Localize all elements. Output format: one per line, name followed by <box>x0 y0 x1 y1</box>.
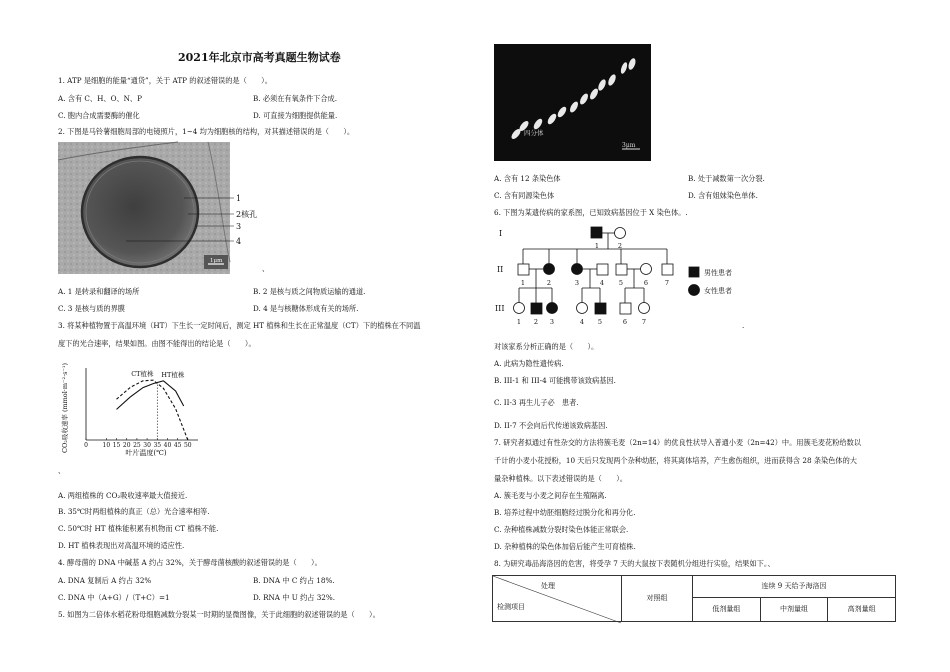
pedigree-III-2 <box>531 303 542 314</box>
q1-option-c: C. 胞内合成需要酶的催化 <box>58 111 140 120</box>
table-treat-label: 处理 <box>541 582 555 590</box>
q2-stem: 2. 下图是马铃薯细胞局部的电镜照片，1~4 均为细胞核的结构，对其描述错误的是（ ）。 <box>58 127 355 136</box>
q3-option-a: A. 两组植株的 CO₂吸收速率最大值接近. <box>58 491 188 500</box>
nucleus-micrograph <box>58 142 278 274</box>
III-num-2: 2 <box>533 318 539 326</box>
pedigree-I-1 <box>591 227 602 238</box>
q2-mark: 、 <box>262 264 270 273</box>
chart-x-tick-label: 50 <box>183 442 192 449</box>
q3-option-c: C. 50℃时 HT 植株能积累有机物而 CT 植株不能. <box>58 524 219 533</box>
pedigree-I-2 <box>615 228 626 239</box>
q4-option-c: C. DNA 中（A+G）/（T+C）=1 <box>58 593 170 602</box>
q7-option-a: A. 簇毛麦与小麦之间存在生殖隔离. <box>494 491 607 500</box>
pedigree-III-6 <box>620 303 631 314</box>
q3-option-b: B. 35℃时两组植株的真正（总）光合速率相等. <box>58 507 210 516</box>
q4-option-a: A. DNA 复制后 A 约占 32% <box>58 576 152 585</box>
III-num-1: 1 <box>516 318 522 326</box>
chart-x-tick-label: 30 <box>143 442 151 449</box>
q7-stem-1: 7. 研究者拟通过有性杂交的方法将簇毛麦（2n=14）的优良性状导入普通小麦（2n=42）中。用簇毛麦花粉给数以 <box>494 438 861 447</box>
q6-option-a: A. 此病为隐性遗传病. <box>494 359 564 368</box>
page-title: 2021年北京市高考真题生物试卷 <box>178 51 341 64</box>
q6-option-c: C. II-3 再生儿子必 患者. <box>494 398 579 407</box>
chart-x-tick-label: 20 <box>122 442 131 449</box>
q1-stem: 1. ATP 是细胞的能量“通货”，关于 ATP 的叙述错误的是（ ）。 <box>58 76 272 85</box>
q3-stem-1: 3. 将某种植物置于高温环境（HT）下生长一定时间后，测定 HT 植株和生长在正常温度（CT）下的植株在不同温 <box>58 321 421 330</box>
label-3: 3 <box>236 222 242 231</box>
chart-series-label: HT植株 <box>161 370 185 379</box>
I-num-2: 2 <box>617 242 623 250</box>
I-num-1: 1 <box>594 242 600 250</box>
chart-xlabel: 叶片温度(℃) <box>125 449 167 457</box>
q8-stem: 8. 为研究毒品海洛因的危害，将受孕 7 天的大鼠按下表随机分组进行实验，结果如下。、 <box>494 559 775 568</box>
pedigree-II-2 <box>544 264 555 275</box>
table-control: 对照组 <box>622 576 693 622</box>
table-low: 低剂量组 <box>693 598 761 622</box>
q6-dot: . <box>742 321 745 330</box>
q6-option-d: D. II-7 不会向后代传递该致病基因. <box>494 421 608 430</box>
chart-series-label: CT植株 <box>131 370 154 379</box>
table-header-cell <box>493 576 622 622</box>
q5-option-b: B. 处于减数第一次分裂. <box>688 174 765 183</box>
heroin-experiment-table <box>492 575 896 622</box>
II-num-4: 4 <box>599 279 605 287</box>
label-2-pore: 2核孔 <box>236 210 258 219</box>
table-high: 高剂量组 <box>828 598 896 622</box>
q7-option-d: D. 杂种植株的染色体加倍后能产生可育植株. <box>494 542 636 551</box>
tetrad-label: 四分体 <box>524 129 544 137</box>
table-mid: 中剂量组 <box>760 598 828 622</box>
q7-stem-3: 量杂种植株。以下表述错误的是（ ）。 <box>494 474 627 483</box>
q4-stem: 4. 酵母菌的 DNA 中碱基 A 约占 32%，关于酵母菌核酸的叙述错误的是（ ）。 <box>58 558 322 567</box>
q6-stem: 6. 下图为某遗传病的家系图，已知致病基因位于 X 染色体。. <box>494 208 688 217</box>
q5-stem: 5. 如图为二倍体水稻花粉母细胞减数分裂某一时期的显微图像，关于此细胞的叙述错误的是（ ）。 <box>58 610 380 619</box>
pedigree-II-1 <box>518 264 529 275</box>
q2-option-b: B. 2 是核与质之间物质运输的通道. <box>253 287 366 296</box>
q5-option-c: C. 含有同源染色体 <box>494 191 555 200</box>
pedigree-II-4 <box>597 264 608 275</box>
chart-ylabel: CO₂吸收速率 (mmol·m⁻²·s⁻¹) <box>61 362 69 454</box>
chart-x-tick-label: 25 <box>133 442 141 449</box>
meiosis-micrograph <box>494 44 651 161</box>
III-num-5: 5 <box>597 318 603 326</box>
legend-female: 女性患者 <box>704 287 732 295</box>
III-num-3: 3 <box>549 318 555 326</box>
q2-option-c: C. 3 是核与质的界膜 <box>58 304 125 313</box>
pedigree-III-3 <box>547 303 558 314</box>
pedigree-II-5 <box>616 264 627 275</box>
label-1: 1 <box>236 194 242 203</box>
q2-option-a: A. 1 是转录和翻译的场所 <box>58 287 140 296</box>
q3-mark: 、 <box>58 466 66 475</box>
III-num-6: 6 <box>622 318 628 326</box>
pedigree-III-1 <box>514 303 525 314</box>
co2-rate-chart <box>58 362 208 462</box>
pedigree-II-6 <box>641 264 652 275</box>
table-item-label: 检测项目 <box>497 603 525 611</box>
chart-series-ct <box>117 380 188 440</box>
pedigree-III-7 <box>639 303 650 314</box>
II-num-5: 5 <box>618 279 624 287</box>
gen-label-I: I <box>499 229 503 238</box>
q5-option-d: D. 含有姐妹染色单体. <box>688 191 758 200</box>
q5-option-a: A. 含有 12 条染色体 <box>494 174 561 183</box>
q1-option-d: D. 可直接为细胞提供能量. <box>253 111 338 120</box>
micrograph-scale: 1μm <box>210 258 223 264</box>
q7-option-c: C. 杂种植株减数分裂时染色体能正常联会. <box>494 525 629 534</box>
photo-scale: 3μm <box>622 142 636 149</box>
q1-option-b: B. 必须在有氧条件下合成. <box>253 94 338 103</box>
pedigree-III-4 <box>577 303 588 314</box>
gen-label-II: II <box>497 265 504 274</box>
chart-x-tick-label: 35 <box>153 442 162 449</box>
II-num-1: 1 <box>520 279 526 287</box>
II-num-6: 6 <box>643 279 649 287</box>
legend-male: 男性患者 <box>704 269 732 277</box>
II-num-3: 3 <box>574 279 580 287</box>
q4-option-b: B. DNA 中 C 约占 18%. <box>253 576 335 585</box>
q3-option-d: D. HT 植株表现出对高温环境的适应性. <box>58 541 185 550</box>
q7-option-b: B. 培养过程中幼胚细胞经过脱分化和再分化. <box>494 508 636 517</box>
q1-option-a: A. 含有 C、H、O、N、P <box>58 94 142 103</box>
II-num-7: 7 <box>664 279 670 287</box>
q2-option-d: D. 4 是与核糖体形成有关的场所. <box>253 304 359 313</box>
III-num-4: 4 <box>579 318 585 326</box>
chart-x-tick-label: 15 <box>112 442 121 449</box>
q3-stem-2: 度下的光合速率，结果如图。由图不能得出的结论是（ ）。 <box>58 339 256 348</box>
pedigree-II-7 <box>662 264 673 275</box>
pedigree-III-5 <box>595 303 606 314</box>
pedigree-II-3 <box>572 264 583 275</box>
q6-option-b: B. III-1 和 III-4 可能携带该致病基因. <box>494 376 616 385</box>
table-heroin-span: 连续 9 天给予海洛因 <box>693 576 896 598</box>
label-4: 4 <box>236 237 242 246</box>
II-num-2: 2 <box>546 279 552 287</box>
chart-x-tick-label: 0 <box>84 442 88 449</box>
chart-x-tick-label: 45 <box>173 442 182 449</box>
chart-x-tick-label: 10 <box>102 442 111 449</box>
gen-label-III: III <box>495 304 505 313</box>
q6-prompt: 对该家系分析正确的是（ ）。 <box>494 342 599 351</box>
III-num-7: 7 <box>641 318 647 326</box>
chart-x-tick-label: 40 <box>163 442 172 449</box>
pedigree-chart <box>494 222 754 330</box>
q7-stem-2: 千计的小麦小花授粉，10 天后只发现两个杂种幼胚，将其离体培养，产生愈伤组织，进而获得含 28 条染色体的大 <box>494 456 857 465</box>
q4-option-d: D. RNA 中 U 约占 32%. <box>253 593 335 602</box>
